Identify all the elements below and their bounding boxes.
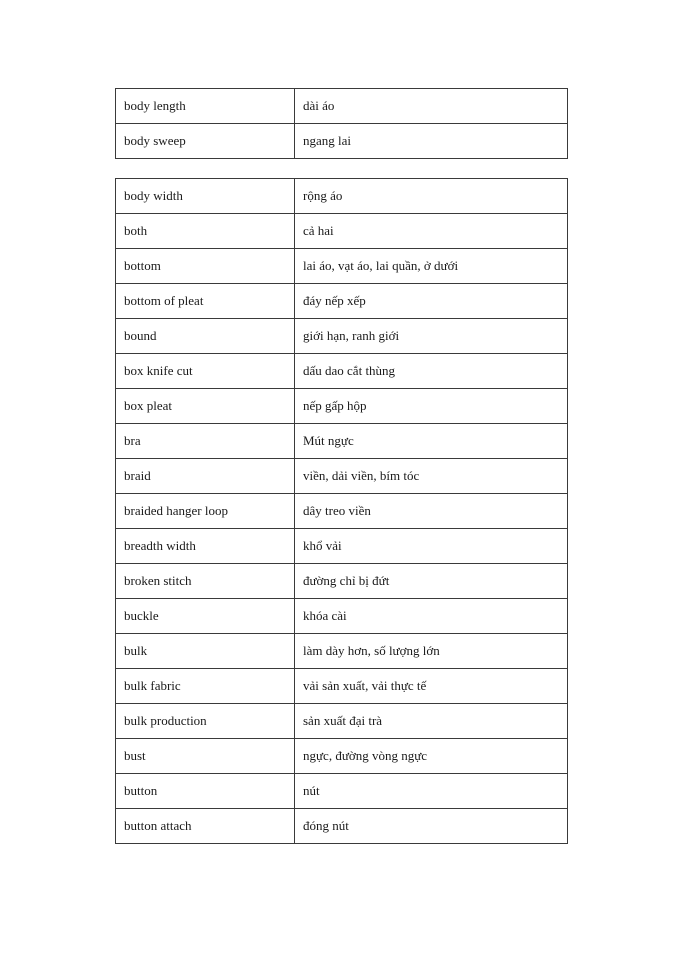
translation-cell: viền, dải viền, bím tóc	[295, 459, 568, 494]
table-row	[116, 284, 568, 319]
table-row	[116, 739, 568, 774]
translation-cell: nút	[295, 774, 568, 809]
term-cell: braid	[116, 459, 295, 494]
term-cell: button	[116, 774, 295, 809]
term-cell: box pleat	[116, 389, 295, 424]
translation-cell: khóa cài	[295, 599, 568, 634]
translation-cell: khổ vải	[295, 529, 568, 564]
translation-cell: lai áo, vạt áo, lai quần, ở dưới	[295, 249, 568, 284]
table-row	[116, 494, 568, 529]
table-row	[116, 459, 568, 494]
term-cell: broken stitch	[116, 564, 295, 599]
term-cell: bulk fabric	[116, 669, 295, 704]
translation-cell: dấu dao cắt thùng	[295, 354, 568, 389]
term-cell: breadth width	[116, 529, 295, 564]
term-cell: bottom of pleat	[116, 284, 295, 319]
translation-cell: dài áo	[295, 89, 568, 124]
table-row	[116, 599, 568, 634]
table-row	[116, 634, 568, 669]
table-row	[116, 124, 568, 159]
translation-cell: làm dày hơn, số lượng lớn	[295, 634, 568, 669]
translation-cell: cả hai	[295, 214, 568, 249]
translation-cell: đóng nút	[295, 809, 568, 844]
table-row	[116, 669, 568, 704]
translation-cell: đường chỉ bị đứt	[295, 564, 568, 599]
translation-cell: sản xuất đại trà	[295, 704, 568, 739]
translation-cell: giới hạn, ranh giới	[295, 319, 568, 354]
term-cell: bust	[116, 739, 295, 774]
term-cell: bottom	[116, 249, 295, 284]
term-cell: buckle	[116, 599, 295, 634]
translation-cell: nếp gấp hộp	[295, 389, 568, 424]
glossary-table-body	[116, 179, 568, 844]
table-row	[116, 89, 568, 124]
term-cell: bulk	[116, 634, 295, 669]
table-row	[116, 774, 568, 809]
translation-cell: đáy nếp xếp	[295, 284, 568, 319]
term-cell: body length	[116, 89, 295, 124]
glossary-table-main	[115, 178, 568, 844]
table-row	[116, 319, 568, 354]
translation-cell: dây treo viền	[295, 494, 568, 529]
term-cell: bulk production	[116, 704, 295, 739]
term-cell: body width	[116, 179, 295, 214]
glossary-table-top	[115, 88, 568, 159]
table-row	[116, 214, 568, 249]
term-cell: button attach	[116, 809, 295, 844]
table-row	[116, 424, 568, 459]
table-row	[116, 704, 568, 739]
translation-cell: ngang lai	[295, 124, 568, 159]
term-cell: bound	[116, 319, 295, 354]
translation-cell: ngực, đường vòng ngực	[295, 739, 568, 774]
table-row	[116, 354, 568, 389]
glossary-table-body	[116, 89, 568, 159]
term-cell: bra	[116, 424, 295, 459]
table-row	[116, 529, 568, 564]
translation-cell: Mút ngực	[295, 424, 568, 459]
table-row	[116, 249, 568, 284]
term-cell: body sweep	[116, 124, 295, 159]
translation-cell: rộng áo	[295, 179, 568, 214]
translation-cell: vải sản xuất, vải thực tế	[295, 669, 568, 704]
table-row	[116, 389, 568, 424]
term-cell: braided hanger loop	[116, 494, 295, 529]
table-row	[116, 564, 568, 599]
term-cell: box knife cut	[116, 354, 295, 389]
table-row	[116, 179, 568, 214]
term-cell: both	[116, 214, 295, 249]
table-row	[116, 809, 568, 844]
